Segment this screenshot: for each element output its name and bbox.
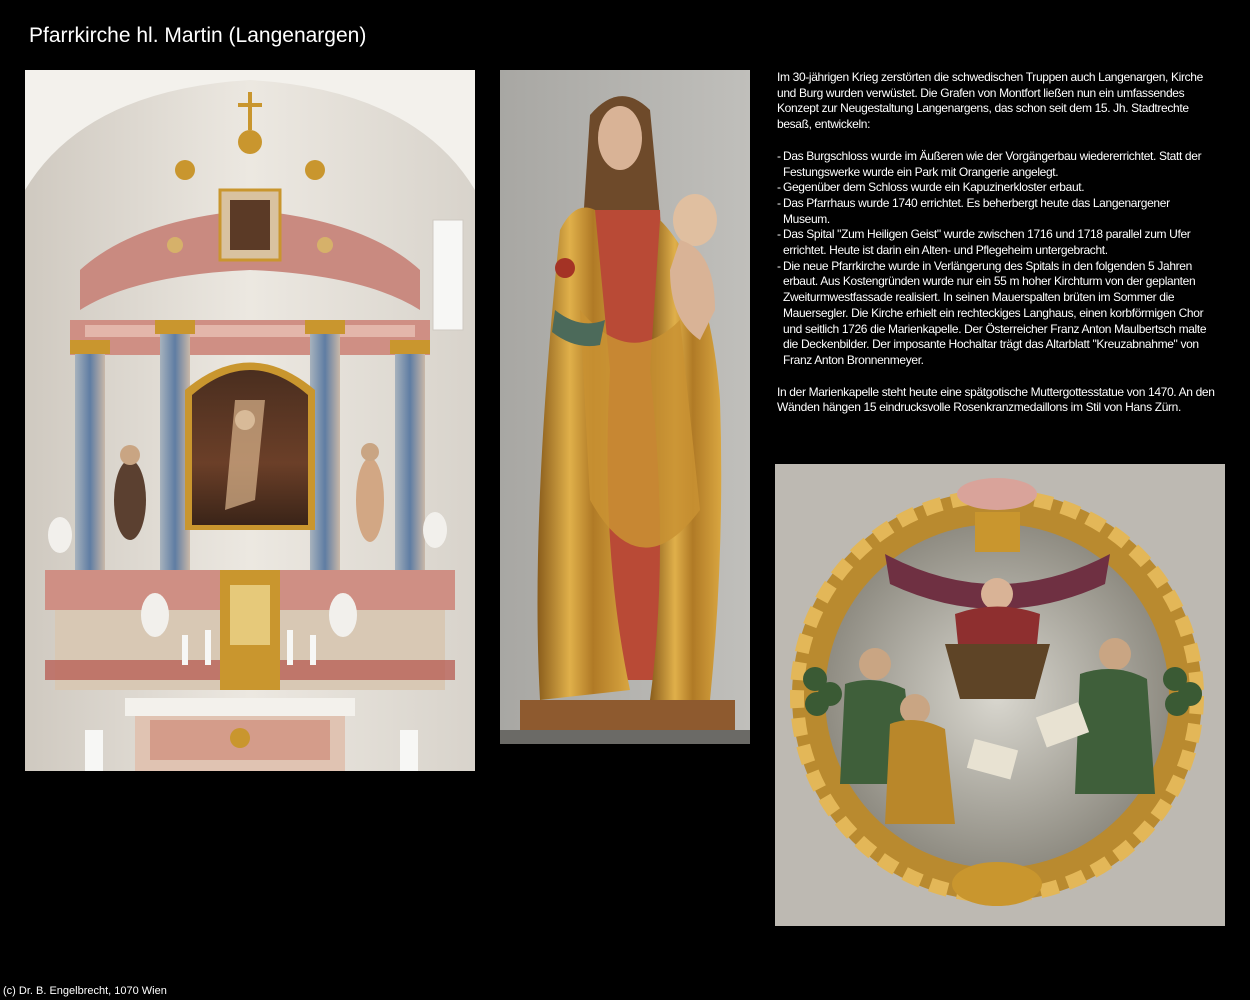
- madonna-image: [500, 70, 750, 744]
- intro-paragraph: Im 30-jährigen Krieg zerstörten die schwedischen Truppen auch Langenargen, Kirche und Burg wurden verwüstet. Die Grafen von Montfort ließen nun ein umfassendes Konzept zur Neugestaltung Langenargens, das schon seit dem 15. Jh. Stadtrechte besaß, entwickeln:: [777, 70, 1203, 132]
- page-title: Pfarrkirche hl. Martin (Langenargen): [29, 24, 367, 47]
- history-list: [777, 149, 1217, 369]
- list-item: - Die neue Pfarrkirche wurde in Verlängerung des Spitals in den folgenden 5 Jahren erbaut. Aus Kostengründen wurde nur ein 55 m hoher Kirchturm von der geplanten Zweiturmwestfassade realisiert. In seinen Mauerspalten brüten im Sommer die Mauersegler. Die Kirche erhielt ein rechteckiges Langhaus, einen korbförmigen Chor und seitlich 1726 die Marienkapelle. Der Österreicher Franz Anton Maulbertsch malte die Deckenbilder. Der imposante Hochaltar trägt das Altarblatt "Kreuzabnahme" von Franz Anton Bronnenmeyer.: [777, 259, 1217, 369]
- altar-photo: [25, 70, 475, 771]
- list-item: - Das Spital "Zum Heiligen Geist" wurde zwischen 1716 und 1718 parallel zum Ufer errichtet. Heute ist darin ein Alten- und Pflegeheim untergebracht.: [777, 227, 1217, 258]
- list-item: - Das Pfarrhaus wurde 1740 errichtet. Es beherbergt heute das Langenargener Museum.: [777, 196, 1217, 227]
- rosary-medallion-photo: [775, 464, 1225, 926]
- list-item: - Das Burgschloss wurde im Äußeren wie der Vorgängerbau wiedererrichtet. Statt der Festungswerke wurde ein Park mit Orangerie angelegt.: [777, 149, 1217, 180]
- madonna-statue-photo: [500, 70, 750, 744]
- list-item: - Gegenüber dem Schloss wurde ein Kapuzinerkloster erbaut.: [777, 180, 1217, 196]
- altar-image: [25, 70, 475, 771]
- medallion-image: [775, 464, 1225, 926]
- closing-paragraph: In der Marienkapelle steht heute eine spätgotische Muttergottesstatue von 1470. An den Wänden hängen 15 eindrucksvolle Rosenkranzmedaillons im Stil von Hans Zürn.: [777, 384, 1215, 415]
- copyright-footer: (c) Dr. B. Engelbrecht, 1070 Wien: [3, 985, 167, 997]
- description-text: [777, 70, 1217, 416]
